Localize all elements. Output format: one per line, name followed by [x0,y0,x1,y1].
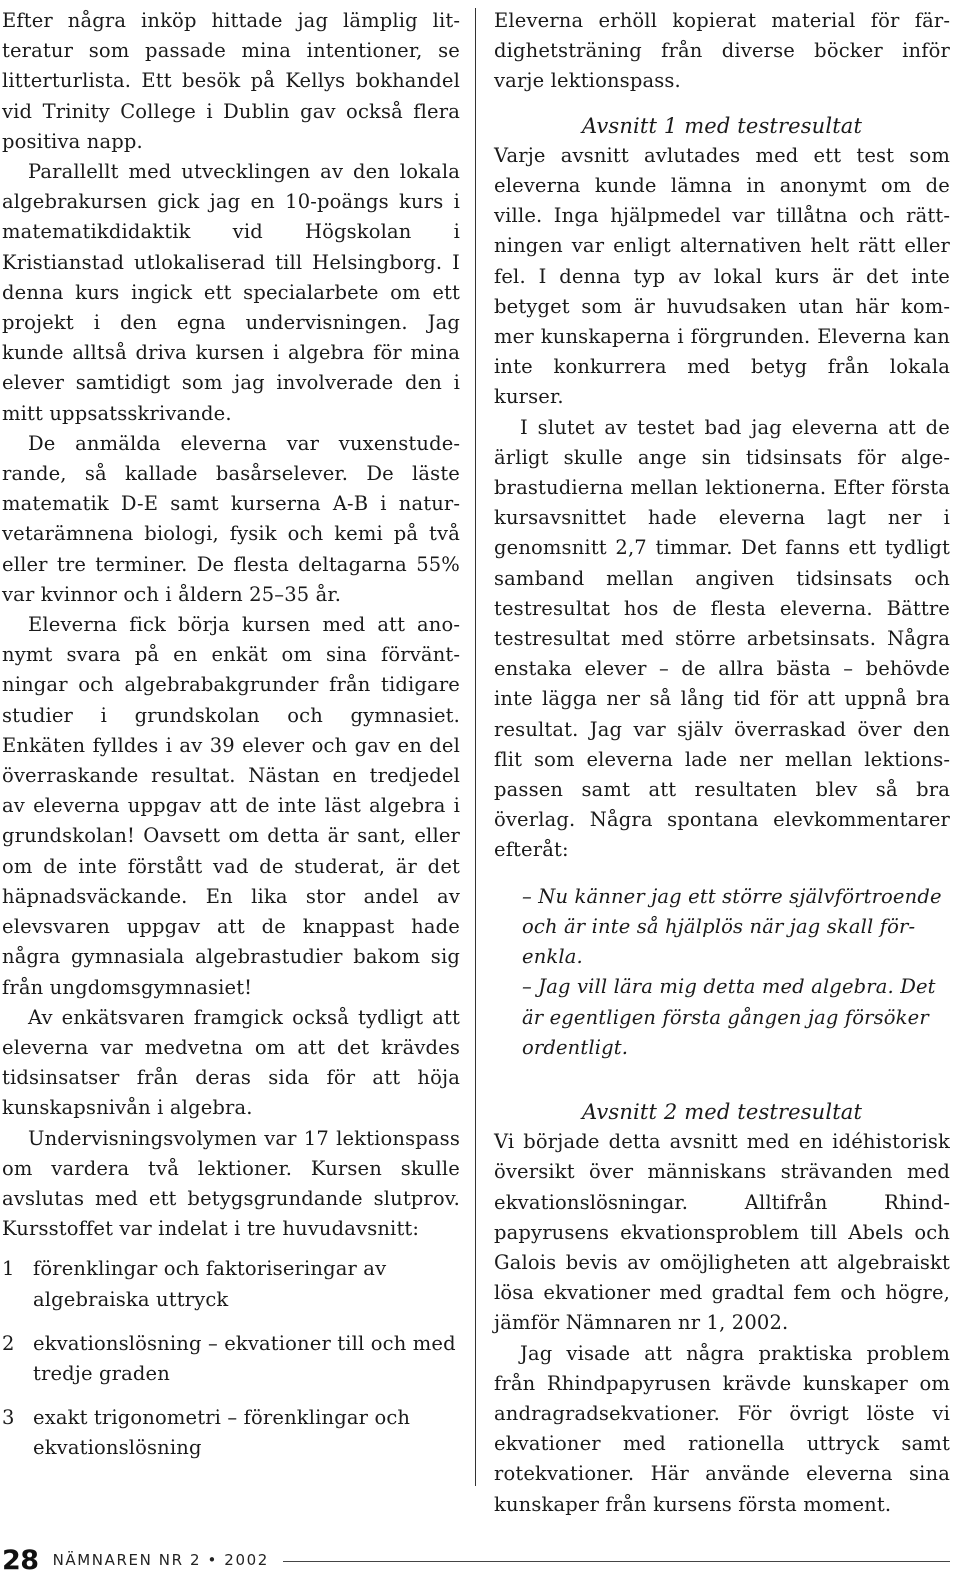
column-divider [475,8,476,1486]
list-item [2,1329,460,1389]
quote: – Nu känner jag ett större självförtroende och är inte så hjälplös när jag skall förenkla. [522,884,942,969]
body-paragraph: Eleverna erhöll kopierat material för färdighetsträning från diverse böcker inför varje lektionspass. [494,9,950,93]
list-item-number: 1 [2,1257,15,1281]
body-paragraph: Undervisningsvolymen var 17 lektionspass om vardera två lektioner. Kursen skulle avslutas med ett betygsgrundande slutprov. Kursstoffet var indelat i tre huvudavsnitt: [2,1126,460,1241]
right-column [494,6,950,1520]
student-quotes [522,882,950,1063]
body-paragraph: Av enkätsvaren framgick också tydligt att eleverna var medvetna om att det krävdes tidsinsatser från deras sida för att höja kunskapsnivån i algebra. [2,1005,460,1120]
body-paragraph: Jag visade att några praktiska problem från Rhindpapyrusen krävde kunskaper om andragradsekvationer. För övrigt löste vi ekvationer med rationella uttryck samt rotekvationer. Här använde eleverna sina kunskaper från kursens första moment. [494,1341,950,1516]
body-paragraph: Parallellt med utvecklingen av den lokala algebrakursen gick jag en 10-poängs kurs i matematikdidaktik vid Högskolan i Kristianstad utlokaliserad till Helsingborg. I denna kurs ingick ett specialarbete om ett projekt i den egna undervisningen. Jag kunde alltså driva kursen i algebra för mina elever samtidigt som jag involverade den i mitt uppsatsskrivande. [2,160,460,425]
body-paragraph: I slutet av testet bad jag eleverna att de ärligt skulle ange sin tidsinsats för algebrastudierna mellan lektionerna. Efter första kursavsnittet hade eleverna lagt ner i genomsnitt 2,7 timmar. Det fanns ett tydligt samband mellan angiven tidsinsats och testresultat hos de flesta eleverna. Bättre testresultat med större arbetsinsats. Några enstaka elever – de allra bästa – behövde inte lägga ner så lång tid för att uppnå bra resultat. Jag var själv överraskad över den flit som eleverna lade ner mellan lektionspassen samt att resultaten blev så bra överlag. Några spontana elevkommentarer efteråt: [494,415,950,862]
body-paragraph: De anmälda eleverna var vuxenstuderande, så kallade basårselever. De läste matematik D-E samt kurserna A-B i naturvetarämnena biologi, fysik och kemi på två eller tre terminer. De flesta deltagarna 55% var kvinnor och i åldern 25–35 år. [2,431,460,606]
journal-name: NÄMNAREN NR 2 • 2002 [52,1551,269,1569]
section-heading: Avsnitt 2 med testresultat [581,1099,863,1124]
section-heading: Avsnitt 1 med testresultat [581,113,863,138]
footer-rule [283,1561,950,1562]
page-number: 28 [2,1544,39,1576]
body-paragraph: Efter några inköp hittade jag lämplig litteratur som passade mina intentioner, se litterturlista. Ett besök på Kellys bokhandel vid Trinity College i Dublin gav också flera positiva napp. [2,9,460,153]
list-item-text: ekvationslösning – ekvationer till och med tredje graden [33,1331,456,1385]
body-paragraph: Eleverna fick börja kursen med att anonymt svara på en enkät om sina förväntningar och algebrabakgrunder från tidigare studier i grundskolan och gymnasiet. Enkäten fylldes i av 39 elever och gav en del överraskande resultat. Nästan en tredjedel av eleverna uppgav att de inte läst algebra i grundskolan! Oavsett om detta är sant, eller om de inte förstått vad de studerat, är det häpnadsväckande. En lika stor andel av elevsvaren uppgav att de knappast hade några gymnasiala algebrastudier bakom sig från ungdomsgymnasiet! [2,613,460,999]
list-item [2,1254,460,1314]
topic-list [2,1254,460,1463]
body-paragraph: Vi började detta avsnitt med en idéhistorisk översikt över människans strävanden med ekvationslösningar. Alltifrån Rhindpapyrusens ekvationsproblem till Abels och Galois bevis av omöjligheten att algebraiskt lösa ekvationer med gradtal fem och högre, jämför Nämnaren nr 1, 2002. [494,1130,950,1335]
page-footer [2,1540,950,1580]
left-column [2,6,460,1478]
quote: – Jag vill lära mig detta med algebra. Det är egentligen första gången jag försöker ordentligt. [522,975,936,1059]
list-item-text: förenklingar och faktoriseringar av algebraiska uttryck [33,1257,387,1311]
list-item-number: 3 [2,1406,15,1430]
list-item [2,1403,460,1463]
list-item-text: exakt trigonometri – förenklingar och ekvationslösning [33,1406,411,1460]
body-paragraph: Varje avsnitt avlutades med ett test som eleverna kunde lämna in anonymt om de ville. Inga hjälpmedel var tillåtna och rättningen var enligt alternativen helt rätt eller fel. I denna typ av lokal kurs är det inte betyget som är huvudsaken utan här kommer kunskaperna i förgrunden. Eleverna kan inte konkurrera med betyg från lokala kurser. [494,143,950,409]
list-item-number: 2 [2,1331,15,1355]
